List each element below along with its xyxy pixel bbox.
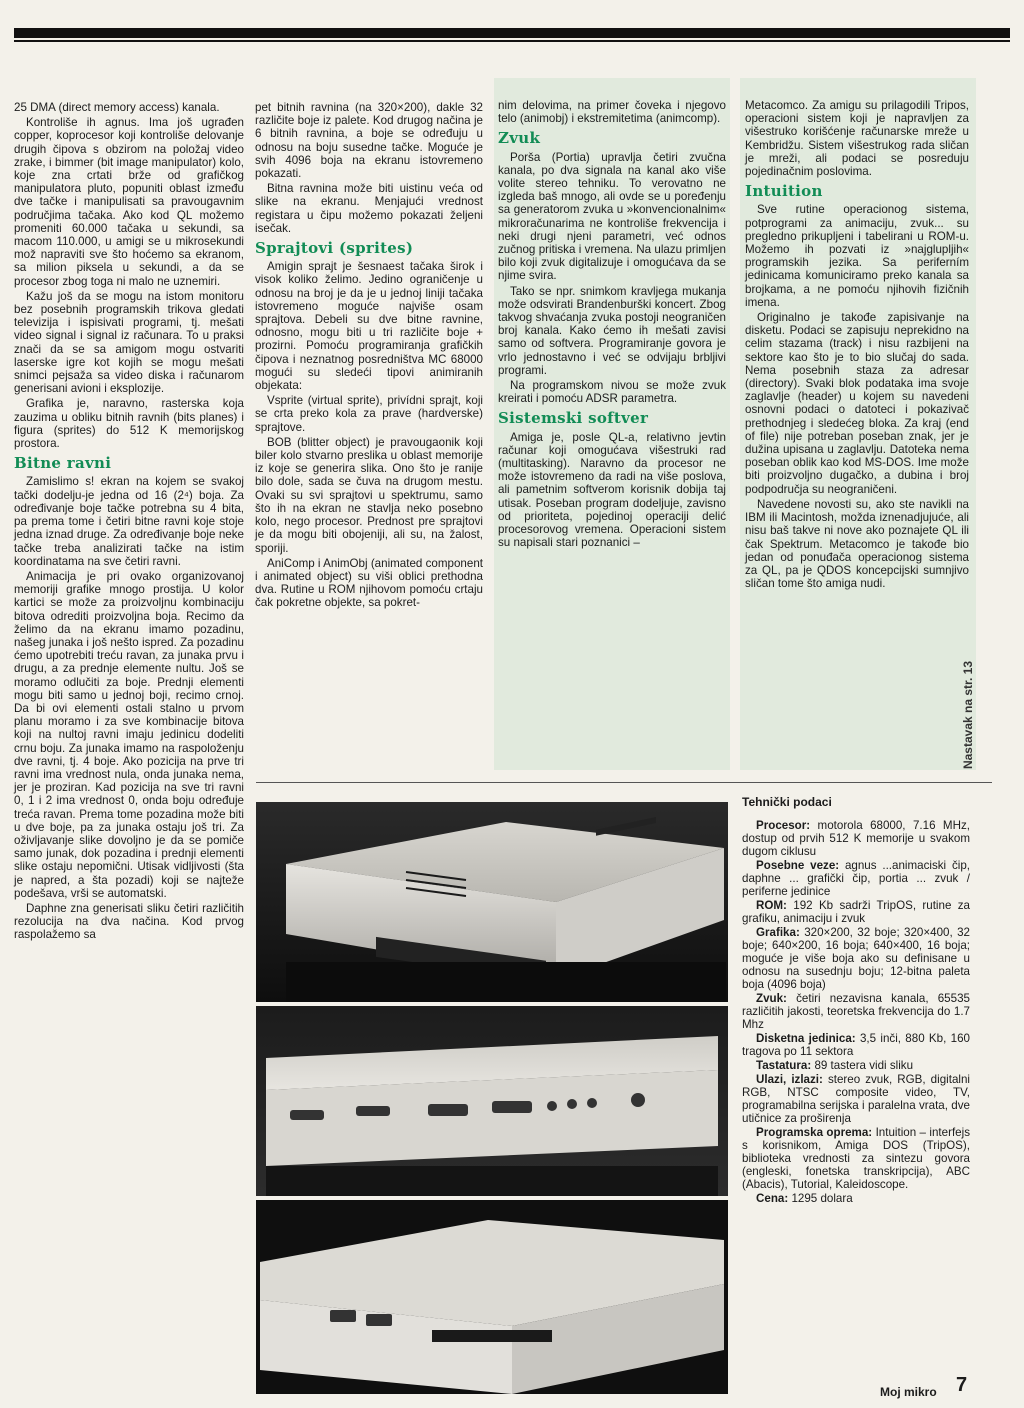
- paragraph: Bitna ravnina može biti uistinu veća od slike na ekranu. Menjajući vrednost registara u čipu možemo pokazati željeni isečak.: [255, 182, 483, 235]
- spec-label: Ulazi, izlazi:: [756, 1073, 823, 1086]
- section-heading: Zvuk: [498, 129, 541, 148]
- spec-item: [742, 1073, 970, 1125]
- continuation-note: [948, 640, 988, 790]
- spec-value: agnus ...animaciski čip, daphne ... grafički čip, portia ... zvuk / periferne jedinice: [742, 859, 970, 898]
- amiga-side-photo: [256, 1200, 728, 1394]
- paragraph: Sve rutine operacionog sistema, potprogrami za animaciju, zvuk... su pregledno prikupljeni i tabelirani u ROM-u. Možemo ih pozvati iz »najglupljih« programskih jezika. Sa periferním jedinicama komuniciramo preko kanala sa brojkama, a ne pomoću njihovih fizičnih imena.: [745, 203, 969, 309]
- text-column-1: [14, 101, 244, 944]
- paragraph: BOB (blitter object) je pravougaonik koji biler kolo stvarno preslika u oblast memorije iz koje se generira slika. Ono što je ranije bilo dole, sada se čuva na drugom mestu. Ovaki su svi sprajtovi u spektrumu, samo što ih na ekran ne stavlja neko posebno kolo, nego procesor. Prednost pre sprajtovi je da mogu biti obojeniji, ali su, na žalost, sporiji.: [255, 435, 483, 555]
- page-number: 7: [956, 1374, 968, 1396]
- spec-item: [742, 819, 970, 858]
- amiga-front-photo: [256, 802, 728, 1002]
- spec-value: motorola 68000, 7.16 MHz, dostup od prvih 512 K memorije u svakom dugom ciklusu: [742, 819, 970, 858]
- paragraph: Zamislimo s! ekran na kojem se svakoj tački dodelju-je jedna od 16 (2⁴) boja. Za određivanje boje tačke potrebna su 4 bita, pa prema tome i četiri bitne ravni koje stoje jedna iznad druge. Za određivanje boje neke tačke treba analizirati tačke na istim koordinatama na sve četiri ravni.: [14, 475, 244, 568]
- spec-label: Procesor:: [756, 819, 811, 832]
- paragraph: nim delovima, na primer čoveka i njegovo telo (animobj) i ekstremitetima (animcomp).: [498, 99, 726, 126]
- spec-item: [742, 899, 970, 925]
- spec-label: Cena:: [756, 1192, 789, 1205]
- paragraph: Navedene novosti su, ako ste navikli na IBM ili Macintosh, možda iznenadjujuće, ali nisu baš takve ni nove ako poznajete QL ili čak Spektrum. Metacomco je takođe bio jedan od ponuđača operacionog sistema za QL, pa je QDOS koncepcijski sumnjivo sličan tome što amiga nudi.: [745, 497, 969, 591]
- paragraph: Kontroliše ih agnus. Ima još ugrađen copper, koprocesor koji kontroliše delovanje drugih čipova s obzirom na položaj video zrake, i bimmer (bit image manipulator) kolo, koje zna crtati brže od grafičkog manipulatora pluto, popuniti oblast između dve tačke i manipulisati sa pravougavnim područjima tačaka. Ako kod QL možemo promeniti 60.000 tačaka u sekundi, sa macom 110.000, u amigi se u mikrosekundi mož napraviti sve što hoćemo sa ekranom, sa milion piksela u sekundi, a da se procesor zbog toga ni malo ne uznemiri.: [14, 116, 244, 288]
- section-rule: [256, 782, 992, 783]
- spec-value: 192 Kb sadrži TripOS, rutine za grafiku, animaciju i zvuk: [742, 899, 970, 925]
- paragraph: Vsprite (virtual sprite), privídni sprajt, koji se crta preko kola za prave (hardverske) sprajtove.: [255, 394, 483, 434]
- spec-value: 1295 dolara: [791, 1192, 853, 1205]
- spec-value: 89 tastera vidi sliku: [814, 1059, 914, 1072]
- top-rule-thin: [14, 40, 1010, 42]
- spec-label: ROM:: [756, 899, 787, 912]
- paragraph: Daphne zna generisati sliku četiri različitih rezolucija na dva načina. Kod prvog raspolažemo sa: [14, 901, 244, 942]
- paragraph: 25 DMA (direct memory access) kanala.: [14, 101, 220, 114]
- text-column-2: [255, 101, 483, 612]
- section-heading: Bitne ravni: [14, 454, 112, 473]
- spec-item: [742, 1032, 970, 1058]
- specs-title: Tehnički podaci: [742, 795, 832, 809]
- spec-label: Posebne veze:: [756, 859, 840, 872]
- amiga-rear-photo: [256, 1006, 728, 1196]
- section-heading: Intuition: [745, 182, 823, 201]
- spec-label: Zvuk:: [756, 992, 787, 1005]
- spec-label: Tastatura:: [756, 1059, 812, 1072]
- paragraph: Amiga je, posle QL-a, relativno jevtin računar koji omogućava višestruki rad (multitasking). Naravno da procesor ne može istovremeno da radi na više poslova, ali pametnim softverom korisnik dobija taj utisak. Poseban program dodeljuje, zavisno od prioriteta, pojedinoj operaciji delić procesorovog vremena. Operacioni sistem su napisali stari poznanici –: [498, 430, 726, 550]
- specs-list: [742, 819, 970, 1205]
- paragraph: AniComp i AnimObj (animated component i animated object) su viši oblici prethodna dva. Rutine u ROM njihovom pomoću crtaju čak pokretne objekte, sa pokret-: [255, 556, 483, 610]
- spec-item: [742, 1059, 970, 1072]
- paragraph: Porša (Portia) upravlja četiri zvučna kanala, po dva signala na kanal ako više volite stereo tehniku. To verovatno ne izgleda baš mnogo, ali ovde se u poređenju sa generatorom zvuka u »konvencionalnim« mikroračunarima ne kontroliše frekvencija i neki drugi njeni parametri, već odnos zučnog pritiska i vremena. Na ulazu primljen bilo koji zvuk digitalizuje i omogućava da se njime svira.: [498, 150, 726, 283]
- spec-value: stereo zvuk, RGB, digitalni RGB, NTSC composite video, TV, programabilna serijska i paralelna vrata, dve utičnice za proširenja: [742, 1073, 970, 1125]
- spec-value: 320×200, 32 boje; 320×400, 32 boje; 640×200, 16 boja; 640×400, 16 boja; moguće je više boja ako su definisane u odnosu na susednju boju; 12-bitna paleta boja (4096 boja): [742, 926, 970, 991]
- spec-value: 3,5 inči, 880 Kb, 160 tragova po 11 sektora: [742, 1032, 970, 1058]
- spec-item: [742, 1192, 970, 1205]
- paragraph: Na programskom nivou se može zvuk kreirati i pomoću ADSR parametra.: [498, 379, 726, 406]
- tech-specs-box: [742, 796, 970, 1206]
- paragraph: Amigin sprajt je šesnaest tačaka širok i visok koliko želimo. Jedino ograničenje u odnosu na broj je da je u jednoj liniji tačaka istovremeno moguće najviše osam sprajtova. Debeli su dve bitne ravnine, odnosno, mogu biti u tri različite boje + prozirni. Pomoću programiranja grafičkih čipova i neznatnog posredništva MC 68000 mogući su sledeći tipovi animiranih objekata:: [255, 260, 483, 393]
- spec-item: [742, 859, 970, 898]
- spec-label: Programska oprema:: [756, 1126, 873, 1139]
- paragraph: Originalno je takođe zapisivanje na disketu. Podaci se zapisuju neprekidno na celim stazama (track) i nisu razbijeni na sektore kao što je to bio slučaj do sada. Nema posebnih staza za adresar (directory). Svaki blok podataka ima svoje zaglavlje (header) u kojem su navedeni osnovni podaci o datoteci i pokazivač prethodnjeg i sledećeg bloka. Za kraj (end of file) nije potreban poseban znak, jer je dužina upisana u zaglavlju. Datoteka nema poseban oblik kao kod MS-DOS. Ime može biti proizvoljno dugačko, a dubina i broj podpodručja su neograničeni.: [745, 311, 969, 496]
- paragraph: pet bitnih ravnina (na 320×200), dakle 32 različite boje iz palete. Kod drugog načina je 6 bitnih ravnina, a boje se određuju u odnosu na boju susedne tačke. Moguće je svih 4096 boja na ekranu istovremeno pokazati.: [255, 101, 483, 181]
- paragraph: Metacomco. Za amigu su prilagodili Tripos, operacioni sistem koji je napravljen za višestruko korišćenje računarske mreže u Kembridžu. Sistem višestrukog rada sličan je mreži, ali podaci se posreduju pojedinačnim poslovima.: [745, 99, 969, 179]
- continuation-note-text: Nastavak na str. 13: [961, 660, 975, 770]
- paragraph: Animacija je pri ovako organizovanoj memoriji grafike mnogo prostija. U kolor kartici se može za proizvoljnu kombinaciju bitova odrediti proizvoljna boja. Recimo da želimo da na ekranu imamo pozadinu, našeg junaka i još nešto ispred. Za pozadinu ćemo upotrebiti treću ravan, za junaka prvu i drugu, a za prednje elemente nultu. Još se moramo odlučiti za boje. Prednji elementi mogu biti samo u jednoj boji, recimo crnoj. Da bi ovi elementi ostali stalno u prvom planu moramo i za sve kombinacije bitova koji na nultoj ravni imaju jedinicu dodeliti crnu boju. Za junaka imamo na raspoloženju dve ravni, tj. 4 boje. Ako pozicija na prve tri ravni ima vrednost nula, onda junaka nema, jer je proziran. Kad pozicija na sve tri ravni 0, 1 i 2 ima vrednost 0, onda boju određuje treća ravan. Prema tome pozadina može biti u dve boje, pa za junaka ostaju još tri. Za oživljavanje slike dovoljno je da se pomiče samo junak, dok pozadina i prednji elementi slike ostaju nepomični. Utisak vidljivosti (šta je napred, a šta pozadi) koji se najteže podešava, vrši se automatski.: [14, 569, 244, 900]
- spec-value: Intuition – interfejs s korisnikom, Amiga DOS (TripOS), biblioteka vrednosti za sintezu govora (engleski, fonetska transkripcija), ABC (Abacis), Tutorial, Kaleidoscope.: [742, 1126, 970, 1191]
- spec-item: [742, 992, 970, 1031]
- section-heading: Sprajtovi (sprites): [255, 239, 414, 258]
- footer-magazine-name: Moj mikro: [880, 1385, 937, 1399]
- spec-item: [742, 1126, 970, 1191]
- text-column-3: [498, 99, 726, 552]
- spec-item: [742, 926, 970, 991]
- spec-label: Grafika:: [756, 926, 800, 939]
- paragraph: Tako se npr. snimkom kravljega mukanja može odsvirati Brandenburški koncert. Zbog takvog shvaćanja zvuka postoji neograničen broj kanala. Kako ćemo ih mešati zavisi samo od softvera. Programiranje govora je vrlo jednostavno i već se odvijaju brbljivi programi.: [498, 284, 726, 377]
- section-heading: Sistemski softver: [498, 409, 649, 428]
- spec-label: Disketna jedinica:: [756, 1032, 856, 1045]
- text-column-4: [745, 99, 969, 592]
- spec-value: četiri nezavisna kanala, 65535 različitih jakosti, teoretska frekvencija do 1.7 Mhz: [742, 992, 970, 1031]
- top-rule: [14, 28, 1010, 38]
- paragraph: Grafika je, naravno, rasterska koja zauzima u obliku bitnih ravnih (bits planes) i figura (sprites) do 512 K memorijskog prostora.: [14, 397, 244, 451]
- paragraph: Kažu još da se mogu na istom monitoru bez posebnih programskih trikova gledati televizija i ispisivati programi, tj. mešati video signal i signal iz računara. To u praksi znači da se sa amigom mogu ostvariti laserske igre kot kojih se mogu mešati snimci pejsaža sa video diska i računarom generisani avioni i eksplozije.: [14, 289, 244, 396]
